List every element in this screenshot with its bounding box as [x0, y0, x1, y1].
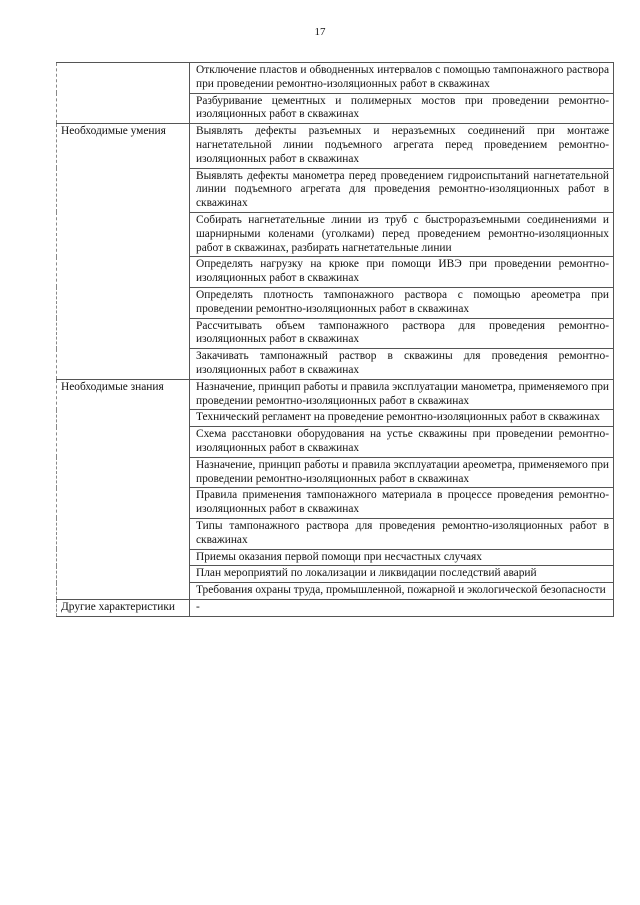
table-cell: Собирать нагнетательные линии из труб с быстроразъемными соединениями и шарнирными коленами (уголками) перед проведением ремонтно-изоляционных работ в скважинах, разбирать нагнетательные линии: [190, 212, 614, 256]
section-label-other: Другие характеристики: [57, 599, 190, 616]
table-cell: Отключение пластов и обводненных интервалов с помощью тампонажного раствора при проведении ремонтно-изоляционных работ в скважинах: [190, 63, 614, 94]
requirements-table: [56, 62, 614, 617]
table-row: [57, 124, 614, 168]
table-row: [57, 63, 614, 94]
section-label: [57, 63, 190, 124]
section-label-knowledge: Необходимые знания: [57, 379, 190, 599]
table-cell: Схема расстановки оборудования на устье скважины при проведении ремонтно-изоляционных работ в скважинах: [190, 427, 614, 458]
table-cell: Назначение, принцип работы и правила эксплуатации ареометра, применяемого при проведении ремонтно-изоляционных работ в скважинах: [190, 457, 614, 488]
table-cell: План мероприятий по локализации и ликвидации последствий аварий: [190, 566, 614, 583]
table-cell: Выявлять дефекты разъемных и неразъемных соединений при монтаже нагнетательной линии подъемного агрегата перед проведением ремонтно-изоляционных работ в скважинах: [190, 124, 614, 168]
table-row: [57, 379, 614, 410]
table-cell: Закачивать тампонажный раствор в скважины для проведения ремонтно-изоляционных работ в скважинах: [190, 349, 614, 380]
table-cell: Требования охраны труда, промышленной, пожарной и экологической безопасности: [190, 583, 614, 600]
section-label-skills: Необходимые умения: [57, 124, 190, 380]
table-cell: Определять нагрузку на крюке при помощи ИВЭ при проведении ремонтно-изоляционных работ в скважинах: [190, 257, 614, 288]
table-cell: Технический регламент на проведение ремонтно-изоляционных работ в скважинах: [190, 410, 614, 427]
table-cell: Рассчитывать объем тампонажного раствора для проведения ремонтно-изоляционных работ в скважинах: [190, 318, 614, 349]
table-cell: Правила применения тампонажного материала в процессе проведения ремонтно-изоляционных работ в скважинах: [190, 488, 614, 519]
table-cell: Приемы оказания первой помощи при несчастных случаях: [190, 549, 614, 566]
table-row: [57, 599, 614, 616]
table-cell: Выявлять дефекты манометра перед проведением гидроиспытаний нагнетательной линии подъемного агрегата для проведения ремонтно-изоляционных работ в скважинах: [190, 168, 614, 212]
table-cell: Разбуривание цементных и полимерных мостов при проведении ремонтно-изоляционных работ в скважинах: [190, 93, 614, 124]
table-cell: Типы тампонажного раствора для проведения ремонтно-изоляционных работ в скважинах: [190, 518, 614, 549]
table-cell: Определять плотность тампонажного раствора с помощью ареометра при проведении ремонтно-изоляционных работ в скважинах: [190, 287, 614, 318]
table-cell: -: [190, 599, 614, 616]
table-cell: Назначение, принцип работы и правила эксплуатации манометра, применяемого при проведении ремонтно-изоляционных работ в скважинах: [190, 379, 614, 410]
page-number: 17: [314, 26, 326, 38]
